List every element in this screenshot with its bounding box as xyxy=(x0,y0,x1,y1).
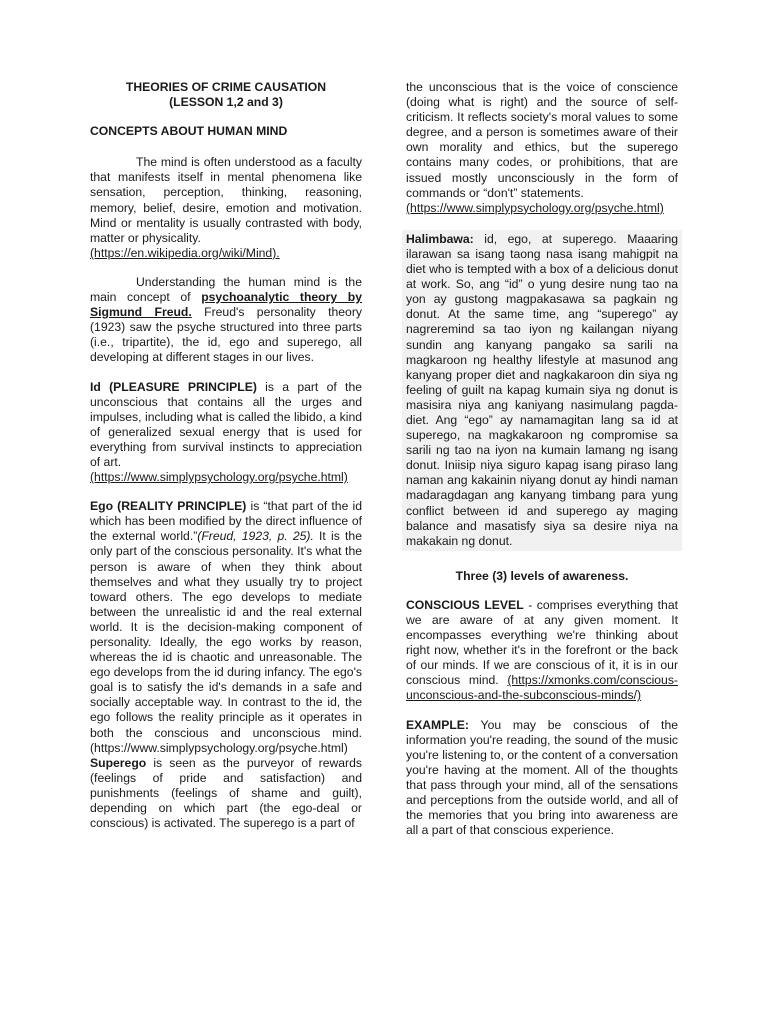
conscious-text: - comprises everything that we are aware of at any given moment. It encompasses everything we're thinking about right now, whether it's in the forefront or the back of our minds. If we are conscious of it, it is in our conscious mind. xyxy=(406,597,678,688)
ego-paragraph xyxy=(90,499,362,756)
conscious-term: CONSCIOUS LEVEL xyxy=(406,597,524,612)
conscious-paragraph xyxy=(406,598,678,704)
superego-paragraph xyxy=(90,756,362,831)
superego-text: is seen as the purveyor of rewards (feelings of pride and satisfaction) and punishments (feelings of shame and guilt), depending on which part (the ego-deal or conscious) is activated. The superego is a part of xyxy=(90,755,362,831)
freud-intro-text: Understanding the human mind is the main concept of xyxy=(90,274,362,305)
freud-rest-text: Freud's personality theory (1923) saw the psyche structured into three parts (i.e., tripartite), the id, ego and superego, all developing at different stages in our lives. xyxy=(90,305,362,365)
id-term: Id (PLEASURE PRINCIPLE) xyxy=(90,379,257,394)
ego-source-link[interactable]: (https://www.simplypsychology.org/psyche.html) xyxy=(90,740,348,755)
superego-continued-paragraph xyxy=(406,80,678,216)
example-label: EXAMPLE: xyxy=(406,717,469,732)
left-column xyxy=(90,80,362,831)
ego-text-1: is “that part of the id which has been modified by the direct influence of the external world.” xyxy=(90,499,362,544)
superego-source-link[interactable]: (https://www.simplypsychology.org/psyche.html) xyxy=(406,200,664,215)
levels-heading: Three (3) levels of awareness. xyxy=(455,568,629,583)
halimbawa-paragraph xyxy=(402,230,682,551)
id-paragraph xyxy=(90,380,362,486)
mind-paragraph xyxy=(90,155,362,261)
document-title: THEORIES OF CRIME CAUSATION xyxy=(125,80,327,94)
halimbawa-label: Halimbawa: xyxy=(406,231,474,246)
ego-citation: (Freud, 1923, p. 25). xyxy=(197,529,314,544)
section-heading: CONCEPTS ABOUT HUMAN MIND xyxy=(90,124,288,139)
xmonks-link[interactable]: (https://xmonks.com/conscious-unconscious-and-the-subconscious-minds/) xyxy=(406,673,678,703)
freud-paragraph xyxy=(90,275,362,366)
ego-text-2: It is the only part of the conscious personality. It's what the person is aware of when they think about themselves and what they usually try to project toward others. The ego develops to mediate between the unrealistic id and the real external world. It is the decision-making component of personality. Ideally, the ego works by reason, whereas the id is chaotic and unreasonable. The ego develops from the id during infancy. The ego's goal is to satisfy the id's demands in a safe and socially acceptable way. In contrast to the id, the ego follows the reality principle as it operates in both the conscious and unconscious mind. xyxy=(90,529,362,740)
id-text: is a part of the unconscious that contains all the urges and impulses, including what is called the libido, a kind of generalized sexual energy that is used for everything from survival instincts to appreciation of art. xyxy=(90,379,362,469)
superego-continued-text: the unconscious that is the voice of conscience (doing what is right) and the source of self-criticism. It reflects society's moral values to some degree, and a person is sometimes aware of their own morality and ethics, but the superego contains many codes, or prohibitions, that are issued mostly unconsciously in the form of commands or “don't” statements. xyxy=(406,80,678,200)
psychoanalytic-theory-term: psychoanalytic theory by Sigmund Freud. xyxy=(90,290,362,320)
superego-term: Superego xyxy=(90,755,147,770)
id-source-link[interactable]: (https://www.simplypsychology.org/psyche.html) xyxy=(90,470,348,485)
wikipedia-link[interactable]: (https://en.wikipedia.org/wiki/Mind). xyxy=(90,245,280,260)
example-text: You may be conscious of the information you're reading, the sound of the music you're listening to, or the content of a conversation you're having at the moment. All of the thoughts that pass through your mind, all of the sensations and perceptions from the outside world, and all of the memories that you bring into awareness are all a part of that conscious experience. xyxy=(406,717,678,838)
ego-term: Ego (REALITY PRINCIPLE) xyxy=(90,499,247,514)
example-paragraph xyxy=(406,718,678,839)
halimbawa-text: id, ego, at superego. Maaaring ilarawan sa isang taong nasa isang mahigpit na diet who is tempted with a box of a delicious donut at work. So, ang “id” o yung desire nung tao na yon ay gustong magpakasawa sa pagkain ng donut. At the same time, ang “superego” ay nagreremind sa tao iyon ng kailangan niyang sundin ang kanyang pangako sa sarili na magkaroon ng healthy lifestyle at masunod ang kanyang proper diet and nagkakaroon din siya ng feeling of guilt na kapag kumain siya ng donut is masisira niya ang kaniyang nasimulang pagda-diet. Ang “ego” ay namamagitan lang sa id at superego, na magkakaroon ng compromise sa sarili ng tao na iyon na kumain lamang ng isang donut. Iniisip niya siguro kapag isang piraso lang naman ang kakainin niyang donut ay hindi naman madaragdagan ang kanyang timbang para yung conflict between id and superego ay maging balance and masatisfy siya sa desire niya na makakain ng donut. xyxy=(406,231,678,548)
right-column xyxy=(406,80,678,838)
mind-text: The mind is often understood as a faculty that manifests itself in mental phenomena like sensation, perception, thinking, reasoning, memory, belief, desire, emotion and motivation. Mind or mentality is usually contrasted with body, matter or physicality. xyxy=(90,155,362,245)
lesson-subtitle: (LESSON 1,2 and 3) xyxy=(169,95,283,110)
